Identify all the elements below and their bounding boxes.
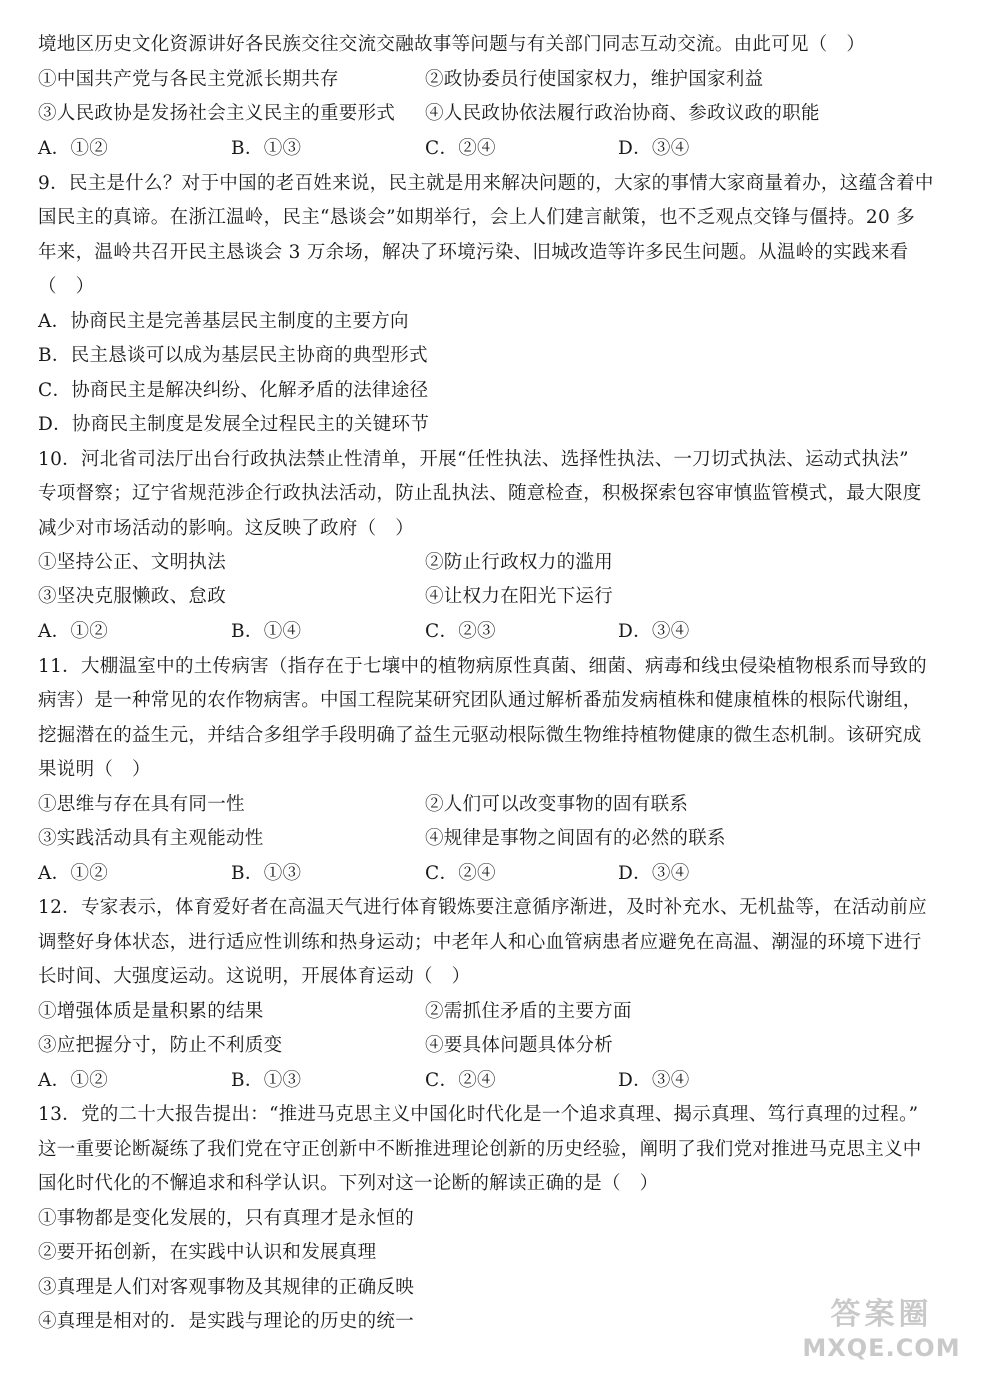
q8-choices	[38, 132, 970, 166]
q8-statement-4: ④人民政协依法履行政治协商、参政议政的职能	[425, 103, 820, 124]
q10-choice-a: A．①②	[38, 621, 109, 642]
q12-statement-row-2	[38, 1029, 970, 1063]
q12-statement-4: ④要具体问题具体分析	[425, 1035, 614, 1056]
q10-statement-4: ④让权力在阳光下运行	[425, 586, 614, 607]
q8-statement-3: ③人民政协是发扬社会主义民主的重要形式	[38, 103, 396, 124]
watermark	[789, 1296, 974, 1366]
q11-choice-c: C．②④	[425, 863, 496, 884]
q10-stem-line-2: 专项督察；辽宁省规范涉企行政执法活动，防止乱执法、随意检查，积极探索包容审慎监管模式，最大限度	[38, 483, 922, 504]
q10-statement-3: ③坚决克服懒政、怠政	[38, 586, 227, 607]
q9-choice-a: A．协商民主是完善基层民主制度的主要方向	[38, 311, 409, 332]
q11-choice-d: D．③④	[618, 863, 690, 884]
q9-choice-c: C．协商民主是解决纠纷、化解矛盾的法律途径	[38, 380, 429, 401]
q8-stem-line: 境地区历史文化资源讲好各民族交往交流交融故事等问题与有关部门同志互动交流。由此可见（ ）	[38, 34, 866, 55]
q13-statement-4: ④真理是相对的．是实践与理论的历史的统一	[38, 1311, 415, 1332]
q13-statement-1: ①事物都是变化发展的，只有真理才是永恒的	[38, 1208, 415, 1229]
q12-statement-3: ③应把握分寸，防止不利质变	[38, 1035, 283, 1056]
q10-statement-row-2	[38, 580, 970, 614]
q13-statement-2: ②要开拓创新，在实践中认识和发展真理	[38, 1242, 377, 1263]
q12-choice-a: A．①②	[38, 1070, 109, 1091]
q11-choice-a: A．①②	[38, 863, 109, 884]
q8-choice-d: D．③④	[618, 138, 690, 159]
q10-choice-b: B．①④	[231, 621, 302, 642]
q8-statement-1: ①中国共产党与各民主党派长期共存	[38, 69, 339, 90]
q8-statement-row-2	[38, 97, 970, 131]
q12-choices	[38, 1064, 970, 1098]
q12-stem-line-3: 长时间、大强度运动。这说明，开展体育运动（ ）	[38, 966, 471, 987]
q13-stem-line-2: 这一重要论断凝练了我们党在守正创新中不断推进理论创新的历史经验，阐明了我们党对推进马克思主义中	[38, 1139, 922, 1160]
q10-statement-1: ①坚持公正、文明执法	[38, 552, 227, 573]
q12-stem-line-1: 12．专家表示，体育爱好者在高温天气进行体育锻炼要注意循序渐进，及时补充水、无机盐等，在活动前应	[38, 897, 927, 918]
q10-stem-line-1: 10．河北省司法厅出台行政执法禁止性清单，开展“任性执法、选择性执法、一刀切式执法、运动式执法”	[38, 449, 909, 470]
q11-statement-3: ③实践活动具有主观能动性	[38, 828, 264, 849]
q9-choice-b: B．民主恳谈可以成为基层民主协商的典型形式	[38, 345, 428, 366]
q10-choice-c: C．②③	[425, 621, 496, 642]
q11-choices	[38, 857, 970, 891]
q8-statement-row-1	[38, 63, 970, 97]
q8-choice-c: C．②④	[425, 138, 496, 159]
q11-statement-1: ①思维与存在具有同一性	[38, 794, 245, 815]
q11-stem-line-1: 11．大棚温室中的土传病害（指存在于七壤中的植物病原性真菌、细菌、病毒和线虫侵染植物根系而导致的	[38, 656, 927, 677]
q8-statement-2: ②政协委员行使国家权力，维护国家利益	[425, 69, 764, 90]
q9-stem-line-4: （ ）	[38, 276, 95, 297]
q10-statement-2: ②防止行政权力的滥用	[425, 552, 614, 573]
q13-statement-3: ③真理是人们对客观事物及其规律的正确反映	[38, 1277, 415, 1298]
q12-statement-row-1	[38, 995, 970, 1029]
q13-stem-line-3: 国化时代化的不懈追求和科学认识。下列对这一论断的解读正确的是（ ）	[38, 1173, 659, 1194]
q9-stem-line-1: 9．民主是什么？对于中国的老百姓来说，民主就是用来解决问题的，大家的事情大家商量着办，这蕴含着中	[38, 173, 934, 194]
q8-choice-b: B．①③	[231, 138, 302, 159]
q11-choice-b: B．①③	[231, 863, 302, 884]
q10-statement-row-1	[38, 546, 970, 580]
watermark-url: MXQE.COM	[802, 1334, 961, 1362]
q10-stem-line-3: 减少对市场活动的影响。这反映了政府（ ）	[38, 518, 415, 539]
q12-choice-c: C．②④	[425, 1070, 496, 1091]
q13-stem-line-1: 13．党的二十大报告提出：“推进马克思主义中国化时代化是一个追求真理、揭示真理、笃行真理的过程。”	[38, 1104, 919, 1125]
q11-statement-row-2	[38, 822, 970, 856]
q12-statement-1: ①增强体质是量积累的结果	[38, 1001, 264, 1022]
q11-stem-line-4: 果说明（ ）	[38, 759, 151, 780]
q11-statement-row-1	[38, 788, 970, 822]
q12-choice-d: D．③④	[618, 1070, 690, 1091]
q11-statement-2: ②人们可以改变事物的固有联系	[425, 794, 689, 815]
q11-stem-line-2: 病害）是一种常见的农作物病害。中国工程院某研究团队通过解析番茄发病植株和健康植株的根际代谢组，	[38, 690, 922, 711]
q11-stem-line-3: 挖掘潜在的益生元，并结合多组学手段明确了益生元驱动根际微生物维持植物健康的微生态机制。该研究成	[38, 725, 922, 746]
q9-choice-d: D．协商民主制度是发展全过程民主的关键环节	[38, 414, 430, 435]
watermark-logo: 答案圈	[830, 1297, 933, 1332]
q12-stem-line-2: 调整好身体状态，进行适应性训练和热身运动；中老年人和心血管病患者应避免在高温、潮湿的环境下进行	[38, 932, 922, 953]
q9-stem-line-2: 国民主的真谛。在浙江温岭，民主“恳谈会”如期举行，会上人们建言献策，也不乏观点交锋与僵持。20 多	[38, 207, 916, 228]
q11-statement-4: ④规律是事物之间固有的必然的联系	[425, 828, 726, 849]
q10-choices	[38, 615, 970, 649]
q10-choice-d: D．③④	[618, 621, 690, 642]
q9-stem-line-3: 年来，温岭共召开民主恳谈会 3 万余场，解决了环境污染、旧城改造等许多民生问题。从温岭的实践来看	[38, 242, 909, 263]
q8-choice-a: A．①②	[38, 138, 109, 159]
q12-choice-b: B．①③	[231, 1070, 302, 1091]
q12-statement-2: ②需抓住矛盾的主要方面	[425, 1001, 632, 1022]
